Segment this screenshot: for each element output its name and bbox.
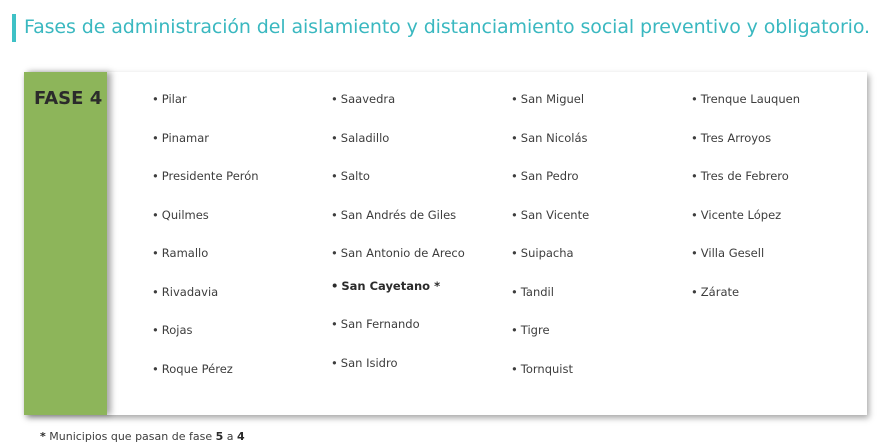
municipality-name: Tandil (520, 284, 554, 299)
footnote-to: 4 (237, 430, 245, 443)
bullet-icon: • (511, 207, 518, 222)
bullet-icon: • (152, 246, 159, 260)
list-item (691, 169, 789, 183)
list-item (511, 131, 587, 145)
bullet-icon: • (511, 323, 518, 337)
bullet-icon: • (331, 246, 338, 260)
municipality-name: Salto (340, 169, 370, 183)
list-item (331, 317, 420, 331)
municipality-name: Rojas (161, 323, 193, 337)
municipality-name: Rivadavia (161, 284, 219, 299)
list-item (331, 169, 370, 183)
list-item (511, 362, 573, 376)
list-item (152, 208, 209, 222)
list-item (331, 131, 389, 145)
bullet-icon: • (152, 130, 159, 145)
footnote (40, 430, 245, 443)
municipality-name: Pilar (161, 92, 187, 106)
bullet-icon: • (691, 207, 698, 222)
list-item (511, 169, 579, 183)
phase-sidebar (24, 72, 107, 415)
municipality-name: Trenque Lauquen (700, 92, 800, 106)
municipality-name: San Fernando (340, 317, 420, 331)
list-item (511, 323, 550, 337)
list-item (511, 285, 554, 299)
list-item (691, 208, 781, 222)
bullet-icon: • (152, 284, 159, 299)
bullet-icon: • (511, 130, 518, 145)
list-item (691, 131, 771, 145)
bullet-icon: • (152, 169, 159, 183)
municipality-name: San Antonio de Areco (340, 246, 465, 260)
footnote-text: Municipios que pasan de fase (49, 430, 213, 443)
list-item (691, 246, 764, 260)
page-title: Fases de administración del aislamiento y distanciamiento social preventivo y obligatorio. (24, 16, 870, 38)
title-accent-bar (12, 14, 16, 42)
list-item (152, 323, 193, 337)
bullet-icon: • (511, 284, 518, 299)
municipalities-card (24, 72, 867, 415)
list-item (152, 362, 233, 376)
list-item (511, 246, 574, 260)
list-item (331, 246, 465, 260)
municipality-name: Roque Pérez (161, 361, 233, 376)
bullet-icon: • (511, 169, 518, 183)
bullet-icon: • (511, 92, 518, 106)
list-item (511, 208, 589, 222)
municipality-name: San Cayetano * (341, 278, 441, 293)
list-item (331, 92, 395, 106)
bullet-icon: • (691, 284, 698, 299)
bullet-icon: • (331, 278, 339, 293)
list-item (691, 285, 739, 299)
municipality-name: Tres de Febrero (700, 169, 789, 183)
municipality-name: San Nicolás (520, 130, 588, 145)
list-item (152, 92, 187, 106)
municipality-name: Presidente Perón (161, 169, 259, 183)
municipality-name: San Andrés de Giles (340, 207, 457, 222)
list-item (691, 92, 800, 106)
municipality-name: Tigre (520, 323, 550, 337)
municipality-name: Villa Gesell (700, 246, 765, 260)
municipality-name: Saavedra (340, 92, 396, 106)
bullet-icon: • (511, 246, 518, 260)
list-item (331, 279, 440, 293)
footnote-connector: a (226, 430, 234, 443)
bullet-icon: • (331, 207, 338, 222)
municipality-name: Tornquist (520, 361, 574, 376)
footnote-star: * (40, 430, 46, 443)
bullet-icon: • (331, 169, 338, 183)
municipality-name: Zárate (700, 284, 740, 299)
phase-label: FASE 4 (34, 88, 103, 109)
municipality-name: San Miguel (520, 92, 585, 106)
list-item (152, 246, 208, 260)
bullet-icon: • (152, 361, 159, 376)
footnote-from: 5 (215, 430, 224, 443)
bullet-icon: • (152, 92, 159, 106)
bullet-icon: • (331, 317, 338, 331)
municipality-name: San Vicente (520, 207, 590, 222)
municipality-name: Quilmes (161, 207, 209, 222)
list-item (331, 356, 397, 370)
bullet-icon: • (331, 355, 338, 370)
municipality-name: Suipacha (520, 246, 574, 260)
municipality-name: Vicente López (700, 207, 782, 222)
municipality-name: Ramallo (161, 246, 209, 260)
bullet-icon: • (331, 92, 338, 106)
municipality-name: Saladillo (340, 130, 390, 145)
list-item (511, 92, 584, 106)
bullet-icon: • (152, 323, 159, 337)
municipality-name: San Pedro (520, 169, 579, 183)
municipality-name: San Isidro (340, 355, 398, 370)
bullet-icon: • (331, 130, 338, 145)
municipality-name: Tres Arroyos (700, 130, 772, 145)
list-item (152, 131, 209, 145)
list-item (152, 285, 218, 299)
municipality-name: Pinamar (161, 130, 209, 145)
list-item (331, 208, 456, 222)
bullet-icon: • (152, 207, 159, 222)
bullet-icon: • (691, 130, 698, 145)
bullet-icon: • (691, 169, 698, 183)
bullet-icon: • (511, 361, 518, 376)
bullet-icon: • (691, 246, 698, 260)
list-item (152, 169, 259, 183)
bullet-icon: • (691, 92, 698, 106)
